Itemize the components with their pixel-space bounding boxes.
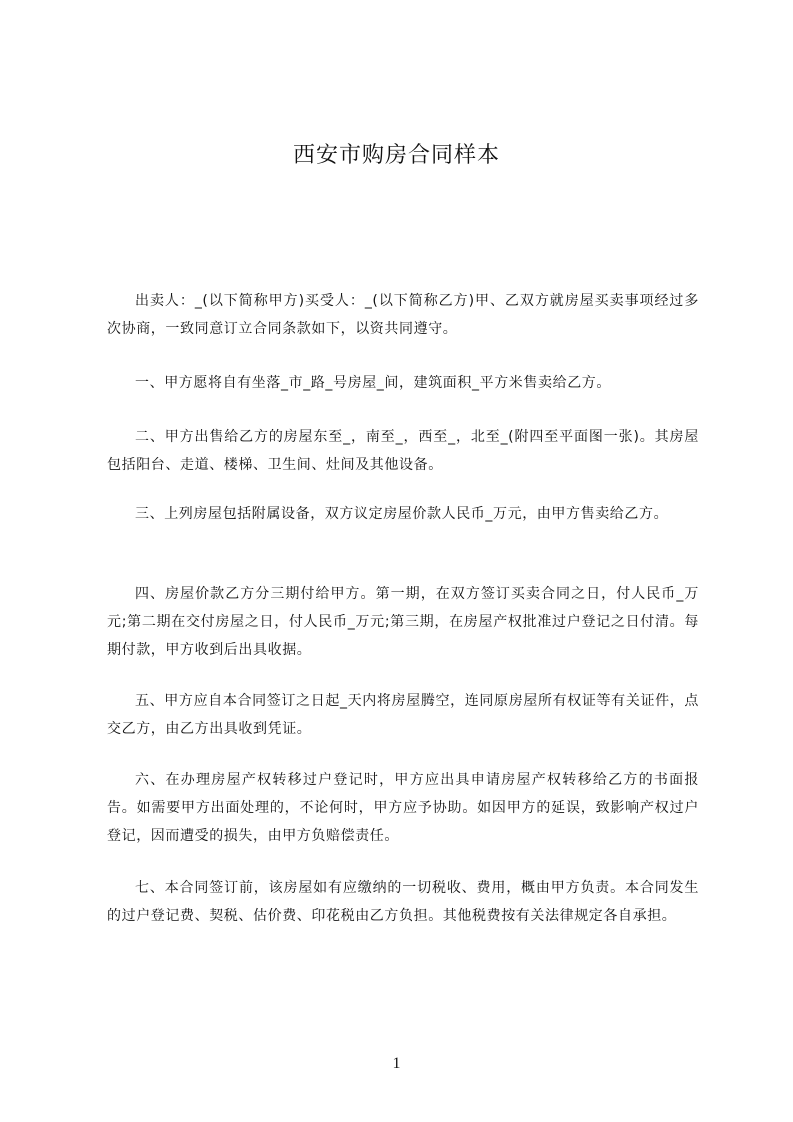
clause-2: 二、甲方出售给乙方的房屋东至_，南至_，西至_，北至_(附四至平面图一张)。其房屋包括阳台、走道、楼梯、卫生间、灶间及其他设备。 [107, 429, 699, 473]
document-title: 西安市购房合同样本 [292, 143, 500, 168]
clause-3: 三、上列房屋包括附属设备，双方议定房屋价款人民币_万元，由甲方售卖给乙方。 [135, 506, 669, 522]
clause-5: 五、甲方应自本合同签订之日起_天内将房屋腾空，连同原房屋所有权证等有关证件，点交乙方，由乙方出具收到凭证。 [107, 693, 699, 737]
clause-7: 七、本合同签订前，该房屋如有应缴纳的一切税收、费用，概由甲方负责。本合同发生的过户登记费、契税、估价费、印花税由乙方负担。其他税费按有关法律规定各自承担。 [107, 880, 699, 924]
clause-6: 六、在办理房屋产权转移过户登记时，甲方应出具申请房屋产权转移给乙方的书面报告。如需要甲方出面处理的，不论何时，甲方应予协助。如因甲方的延误，致影响产权过户登记，因而遭受的损失，由甲方负赔偿责任。 [107, 772, 699, 844]
intro-paragraph: 出卖人：_(以下简称甲方)买受人：_(以下简称乙方)甲、乙双方就房屋买卖事项经过多次协商，一致同意订立合同条款如下，以资共同遵守。 [107, 293, 699, 337]
clause-4: 四、房屋价款乙方分三期付给甲方。第一期，在双方签订买卖合同之日，付人民币_万元;第二期在交付房屋之日，付人民币_万元;第三期，在房屋产权批准过户登记之日付清。每期付款，甲方收到后出具收据。 [107, 586, 699, 658]
clause-1: 一、甲方愿将自有坐落_市_路_号房屋_间，建筑面积_平方米售卖给乙方。 [135, 375, 611, 391]
page-number: 1 [392, 1055, 401, 1072]
